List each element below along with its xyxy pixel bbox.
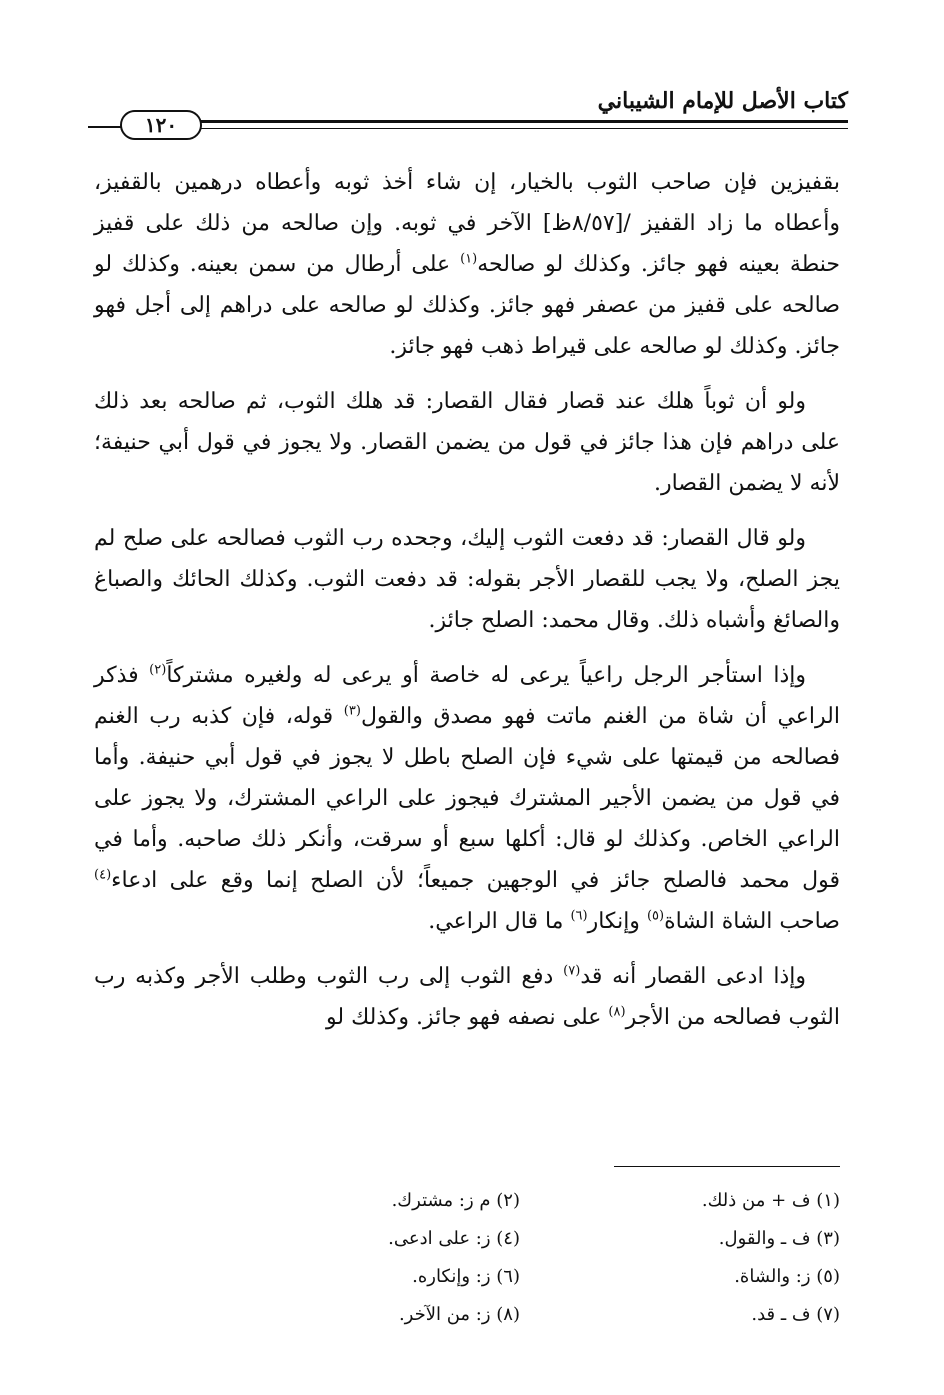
- footnote-rule: [614, 1166, 840, 1167]
- paragraph: [94, 381, 840, 504]
- paragraph: [94, 518, 840, 641]
- footnote-ref: (٥): [646, 908, 665, 924]
- text-segment: على نصفه فهو جائز. وكذلك لو: [326, 1005, 609, 1030]
- footnote-item: (٨) ز: من الآخر.: [398, 1304, 520, 1325]
- footnote-ref: (٢): [149, 662, 167, 678]
- header-rule-thin: [172, 128, 848, 129]
- footnote-item: (٦) ز: وإنكاره.: [412, 1266, 520, 1287]
- body-text: [94, 162, 840, 1052]
- footnote-ref: (١): [460, 251, 478, 267]
- footnote-item: (١) ف + من ذلك.: [701, 1190, 840, 1211]
- footnote-ref: (٤): [94, 867, 112, 883]
- text-segment: ولو قال القصار: قد دفعت الثوب إليك، وجحده رب الثوب فصالحه على صلح لم يجز الصلح، ولا يجب للقصار الأجر بقوله: قد دفعت الثوب. وكذلك الحائك والصباغ والصائغ وأشباه ذلك. وقال محمد: الصلح جائز.: [94, 526, 840, 633]
- text-segment: قوله، فإن كذبه رب الغنم فصالحه من قيمتها على شيء فإن الصلح باطل لا يجوز في قول أبي حنيفة. وأما في قول من يضمن الأجير المشترك فيجوز على الراعي المشترك، ولا يجوز على الراعي الخاص. وكذلك لو قال: أكلها سبع أو سرقت، وأنكر ذلك صاحبه. وأما في قول محمد فالصلح جائز في الوجهين جميعاً؛ لأن الصلح إنما وقع على ادعاء: [94, 704, 840, 893]
- footnote-item: (٣) ف ـ والقول.: [718, 1228, 840, 1249]
- footnote-ref: (٣): [343, 703, 361, 719]
- footnote-item: (٧) ف ـ قد.: [751, 1304, 840, 1325]
- text-segment: وإذا ادعى القصار أنه قد: [580, 964, 807, 989]
- text-segment: دفع الثوب إلى رب الثوب وطلب الأجر وكذبه رب الثوب فصالحه من الأجر: [94, 964, 840, 1030]
- footnote-item: (٢) م ز: مشترك.: [391, 1190, 520, 1211]
- paragraph: [94, 655, 840, 942]
- text-segment: ما قال الراعي.: [428, 909, 571, 934]
- header-rule-thick: [172, 120, 848, 123]
- footnote-ref: (٧): [563, 963, 581, 979]
- paragraph: [94, 956, 840, 1038]
- text-segment: على أرطال من سمن بعينه. وكذلك لو صالحه على قفيز من عصفر فهو جائز. وكذلك لو صالحه على دراهم إلى أجل فهو جائز. وكذلك لو صالحه على قيراط ذهب فهو جائز.: [94, 252, 840, 359]
- text-segment: فذكر الراعي أن شاة من الغنم ماتت فهو مصدق والقول: [94, 663, 840, 729]
- footnotes: [240, 1182, 840, 1334]
- paragraph: [94, 162, 840, 367]
- footnote-item: (٤) ز: على ادعى.: [388, 1228, 520, 1249]
- text-segment: بقفيزين فإن صاحب الثوب بالخيار، إن شاء أخذ ثوبه وأعطاه درهمين بالقفيز، وأعطاه ما زاد القفيز /[٨/٥٧ظ] الآخر في ثوبه. وإن صالحه من ذلك على قفيز حنطة بعينه فهو جائز. وكذلك لو صالحه: [94, 170, 841, 277]
- text-segment: ولو أن ثوباً هلك عند قصار فقال القصار: قد هلك الثوب، ثم صالحه بعد ذلك على دراهم فإن هذا جائز في قول من يضمن القصار. ولا يجوز في قول أبي حنيفة؛ لأنه لا يضمن القصار.: [94, 389, 840, 496]
- text-segment: وإنكار: [587, 909, 647, 934]
- footnote-item: (٥) ز: والشاة.: [734, 1266, 840, 1287]
- text-segment: صاحب الشاة الشاة: [664, 909, 840, 934]
- text-segment: وإذا استأجر الرجل راعياً يرعى له خاصة أو يرعى له ولغيره مشتركاً: [166, 663, 806, 688]
- footnote-ref: (٦): [570, 908, 588, 924]
- footnote-ref: (٨): [608, 1004, 626, 1020]
- page-number: ١٢٠: [120, 110, 202, 140]
- running-title: كتاب الأصل للإمام الشيباني: [597, 88, 848, 114]
